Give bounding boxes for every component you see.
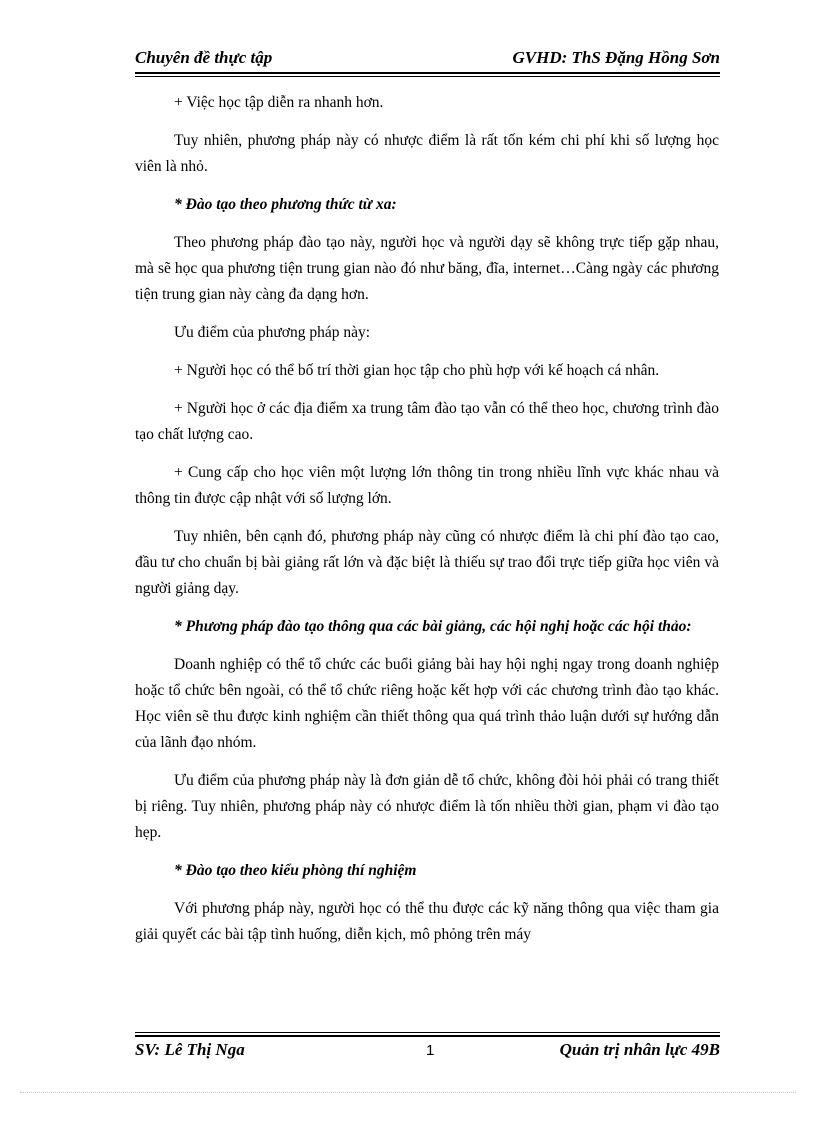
- header-advisor: GVHD: ThS Đặng Hồng Sơn: [512, 48, 720, 67]
- paragraph: + Việc học tập diễn ra nhanh hơn.: [174, 94, 384, 111]
- page-number: 1: [426, 1042, 435, 1059]
- footer-class: Quản trị nhân lực 49B: [559, 1040, 720, 1059]
- paragraph: + Người học ở các địa điểm xa trung tâm đào tạo vẫn có thể theo học, chương trình đào tạo chất lượng cao.: [135, 400, 719, 443]
- paragraph: Tuy nhiên, bên cạnh đó, phương pháp này cũng có nhược điểm là chi phí đào tạo cao, đầu tư cho chuẩn bị bài giảng rất lớn và đặc biệt là thiếu sự trao đổi trực tiếp giữa học viên và người giảng dạy.: [135, 528, 719, 597]
- document-body: [135, 90, 719, 948]
- paragraph: Ưu điểm của phương pháp này:: [174, 324, 371, 341]
- header-rule-thin: [135, 76, 720, 77]
- page-footer: [135, 1032, 720, 1062]
- paragraph: Với phương pháp này, người học có thể thu được các kỹ năng thông qua việc tham gia giải quyết các bài tập tình huống, diễn kịch, mô phỏng trên máy: [135, 900, 719, 943]
- paragraph: + Cung cấp cho học viên một lượng lớn thông tin trong nhiều lĩnh vực khác nhau và thông tin được cập nhật với số lượng lớn.: [135, 464, 719, 507]
- paragraph: Ưu điểm của phương pháp này là đơn giản dễ tổ chức, không đòi hỏi phải có trang thiết bị riêng. Tuy nhiên, phương pháp này có nhược điểm là tốn nhiều thời gian, phạm vi đào tạo hẹp.: [135, 772, 719, 841]
- section-heading: * Đào tạo theo phương thức từ xa:: [174, 196, 397, 213]
- footer-rule-thin: [135, 1032, 720, 1033]
- footer-rule-thick: [135, 1035, 720, 1037]
- page-header: [135, 48, 720, 72]
- paragraph: Doanh nghiệp có thể tổ chức các buổi giảng bài hay hội nghị ngay trong doanh nghiệp hoặc tổ chức bên ngoài, có thể tổ chức riêng hoặc kết hợp với các chương trình đào tạo khác. Học viên sẽ thu được kinh nghiệm cần thiết thông qua quá trình thảo luận dưới sự hướng dẫn của lãnh đạo nhóm.: [135, 656, 719, 751]
- paragraph: + Người học có thể bố trí thời gian học tập cho phù hợp với kế hoạch cá nhân.: [174, 362, 660, 379]
- header-course-title: Chuyên đề thực tập: [135, 48, 273, 67]
- header-rule-thick: [135, 72, 720, 74]
- page-boundary-line: [20, 1092, 796, 1093]
- paragraph: Theo phương pháp đào tạo này, người học và người dạy sẽ không trực tiếp gặp nhau, mà sẽ học qua phương tiện trung gian nào đó như băng, đĩa, internet…Càng ngày các phương tiện trung gian này càng đa dạng hơn.: [135, 234, 719, 303]
- section-heading: * Phương pháp đào tạo thông qua các bài giảng, các hội nghị hoặc các hội thảo:: [174, 618, 692, 635]
- section-heading: * Đào tạo theo kiểu phòng thí nghiệm: [174, 862, 417, 879]
- paragraph: Tuy nhiên, phương pháp này có nhược điểm là rất tốn kém chi phí khi số lượng học viên là nhỏ.: [135, 132, 719, 175]
- footer-student-name: SV: Lê Thị Nga: [135, 1040, 245, 1059]
